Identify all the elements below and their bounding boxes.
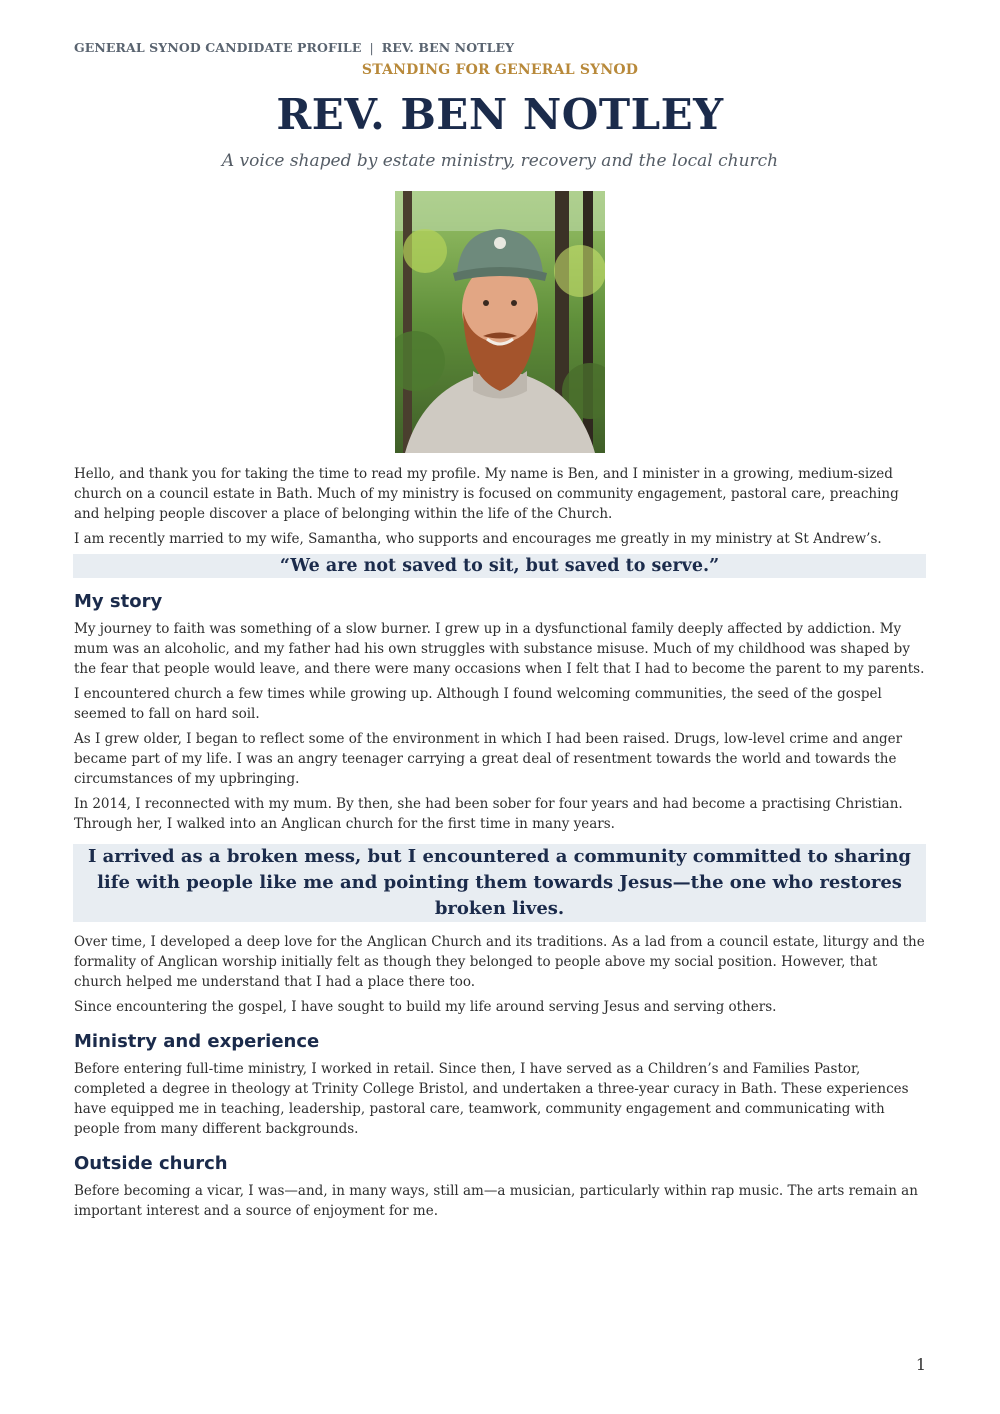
header-right: REV. BEN NOTLEY [381,40,515,55]
outside-heading: Outside church [74,1153,228,1174]
story-paragraph-2: I encountered church a few times while growing up. Although I found welcoming communities, the seed of the gospel seemed to fall on hard soil. [74,686,882,722]
header-left: GENERAL SYNOD CANDIDATE PROFILE [74,40,362,55]
story-paragraph-4: In 2014, I reconnected with my mum. By then, she had been sober for four years and had become a practising Christian. Through her, I walked into an Anglican church for the first time in many years. [74,796,903,832]
candidate-photo [395,191,605,453]
portrait-illustration [395,191,605,453]
story-paragraph-5: Over time, I developed a deep love for the Anglican Church and its traditions. As a lad from a council estate, liturgy and the formality of Anglican worship initially felt as though they belonged to people above my social position. However, that church helped me understand that I had a place there too. [74,934,925,990]
story-heading: My story [74,591,163,612]
header-separator: | [369,40,374,55]
pull-quote-broken: I arrived as a broken mess, but I encountered a community committed to sharing life with people like me and pointing them towards Jesus—the one who restores broken lives. [73,844,926,922]
profile-body [74,464,926,1226]
page-number: 1 [915,1355,926,1374]
pull-quote-serve: “We are not saved to sit, but saved to serve.” [73,554,926,578]
intro-paragraph-1: Hello, and thank you for taking the time to read my profile. My name is Ben, and I minister in a growing, medium-sized church on a council estate in Bath. Much of my ministry is focused on community engagement, pastoral care, preaching and helping people discover a place of belonging within the life of the Church. [74,466,899,522]
ministry-paragraph: Before entering full-time ministry, I worked in retail. Since then, I have served as a Children’s and Families Pastor, completed a degree in theology at Trinity College Bristol, and undertaken a three-year curacy in Bath. These experiences have equipped me in teaching, leadership, pastoral care, teamwork, community engagement and communicating with people from many different backgrounds. [74,1061,909,1137]
intro-paragraph-2: I am recently married to my wife, Samantha, who supports and encourages me greatly in my ministry at St Andrew’s. [74,531,882,547]
story-paragraph-1: My journey to faith was something of a slow burner. I grew up in a dysfunctional family deeply affected by addiction. My mum was an alcoholic, and my father had his own struggles with substance misuse. Much of my childhood was shaped by the fear that people would leave, and there were many occasions when I felt that I had to become the parent to my parents. [74,621,925,677]
candidate-name: REV. BEN NOTLEY [276,90,724,139]
story-paragraph-6: Since encountering the gospel, I have sought to build my life around serving Jesus and serving others. [74,999,777,1015]
story-paragraph-3: As I grew older, I began to reflect some of the environment in which I had been raised. Drugs, low-level crime and anger became part of my life. I was an angry teenager carrying a great deal of resentment towards the world and towards the circumstances of my upbringing. [74,731,903,787]
running-header [74,40,514,55]
tagline: A voice shaped by estate ministry, recovery and the local church [221,151,779,171]
ministry-heading: Ministry and experience [74,1031,320,1052]
outside-paragraph: Before becoming a vicar, I was—and, in many ways, still am—a musician, particularly within rap music. The arts remain an important interest and a source of enjoyment for me. [74,1183,918,1219]
kicker: STANDING FOR GENERAL SYNOD [361,62,639,78]
